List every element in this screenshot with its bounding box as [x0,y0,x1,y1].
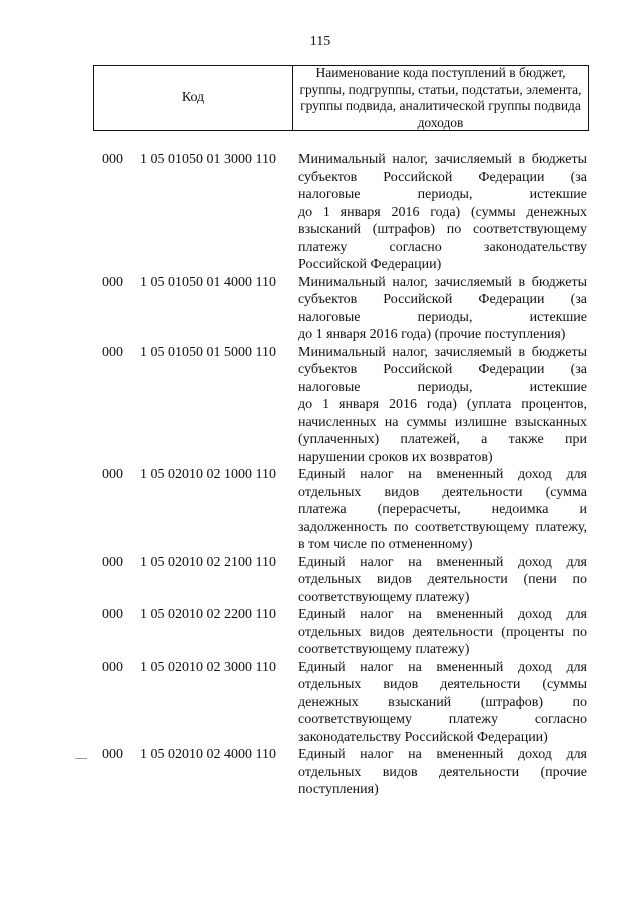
table-row [0,274,640,344]
income-description [298,746,587,799]
description-line: налоговые периоды, истекшие [298,309,587,325]
description-line: денежных взысканий (штрафов) по [298,694,587,710]
admin-code: 000 [102,659,123,675]
admin-code: 000 [102,467,123,482]
income-code: 1 05 02010 02 1000 110 [140,467,276,482]
description-line: налоговые периоды, истекшие [298,187,587,202]
income-code-list [0,151,640,799]
description-line: отдельных видов деятельности (сумма [298,484,587,500]
description-line: соответствующему платежу согласно [298,712,587,727]
description-line: Единый налог на вмененный доход для [298,747,587,762]
description-line: до 1 января 2016 года) (суммы денежных [298,204,587,220]
income-description [298,151,587,274]
description-line: отдельных видов деятельности (прочие [298,764,587,780]
description-line: Российской Федерации) [298,257,442,272]
description-line: отдельных видов деятельности (пени по [298,572,587,587]
page-number: 115 [309,34,331,49]
description-line: Единый налог на вмененный доход для [298,607,587,622]
income-code: 1 05 01050 01 5000 110 [140,344,276,360]
description-line: платежу согласно законодательству [298,239,587,255]
description-line: соответствующему платежу) [298,589,470,605]
income-description [298,606,587,659]
income-code: 1 05 02010 02 2100 110 [140,554,276,570]
income-description [298,274,587,344]
table-row [0,554,640,607]
description-line: законодательству Российской Федерации) [298,729,548,745]
description-line: в том числе по отмененному) [298,537,473,552]
description-line: налоговые периоды, истекшие [298,379,587,395]
margin-mark [75,758,87,759]
header-code-cell: Код [94,66,293,130]
description-line: Единый налог на вмененный доход для [298,659,587,675]
table-row [0,466,640,554]
income-description [298,344,587,467]
admin-code: 000 [102,607,123,622]
description-line: Минимальный налог, зачисляемый в бюджеты [298,152,587,167]
table-row [0,344,640,467]
description-line: задолженность по соответствующему платежу, [298,519,587,535]
description-line: (уплаченных) платежей, а также при [298,432,587,447]
description-line: Единый налог на вмененный доход для [298,554,587,570]
admin-code: 000 [102,152,123,167]
table-header [93,65,589,131]
admin-code: 000 [102,344,123,360]
description-line: нарушении сроков их возвратов) [298,449,493,465]
description-line: Минимальный налог, зачисляемый в бюджеты [298,344,587,360]
description-line: субъектов Российской Федерации (за [298,292,587,307]
description-line: отдельных видов деятельности (проценты по [298,624,587,640]
income-description [298,554,587,607]
income-description [298,659,587,747]
description-line: до 1 января 2016 года) (прочие поступления) [298,327,566,342]
income-code: 1 05 01050 01 4000 110 [140,274,276,290]
admin-code: 000 [102,747,123,762]
admin-code: 000 [102,274,123,290]
header-name-cell: Наименование кода поступлений в бюджет, группы, подгруппы, статьи, подстатьи, элемента, группы подвида, аналитической группы подвида доходов [299,65,582,130]
description-line: до 1 января 2016 года) (уплата процентов, [298,397,587,412]
description-line: соответствующему платежу) [298,642,470,657]
table-row [0,659,640,747]
description-line: субъектов Российской Федерации (за [298,362,587,377]
income-code: 1 05 02010 02 3000 110 [140,659,276,675]
table-row [0,151,640,274]
income-code: 1 05 02010 02 2200 110 [140,607,276,622]
income-code: 1 05 01050 01 3000 110 [140,152,276,167]
description-line: взысканий (штрафов) по соответствующему [298,222,587,237]
description-line: субъектов Российской Федерации (за [298,169,587,185]
description-line: поступления) [298,782,379,797]
table-row [0,606,640,659]
description-line: начисленных на суммы излишне взысканных [298,414,587,430]
description-line: Минимальный налог, зачисляемый в бюджеты [298,274,587,290]
admin-code: 000 [102,554,123,570]
description-line: платежа (перерасчеты, недоимка и [298,502,587,517]
income-code: 1 05 02010 02 4000 110 [140,747,276,762]
income-description [298,466,587,554]
description-line: Единый налог на вмененный доход для [298,467,587,482]
table-row [0,746,640,799]
description-line: отдельных видов деятельности (суммы [298,677,587,692]
